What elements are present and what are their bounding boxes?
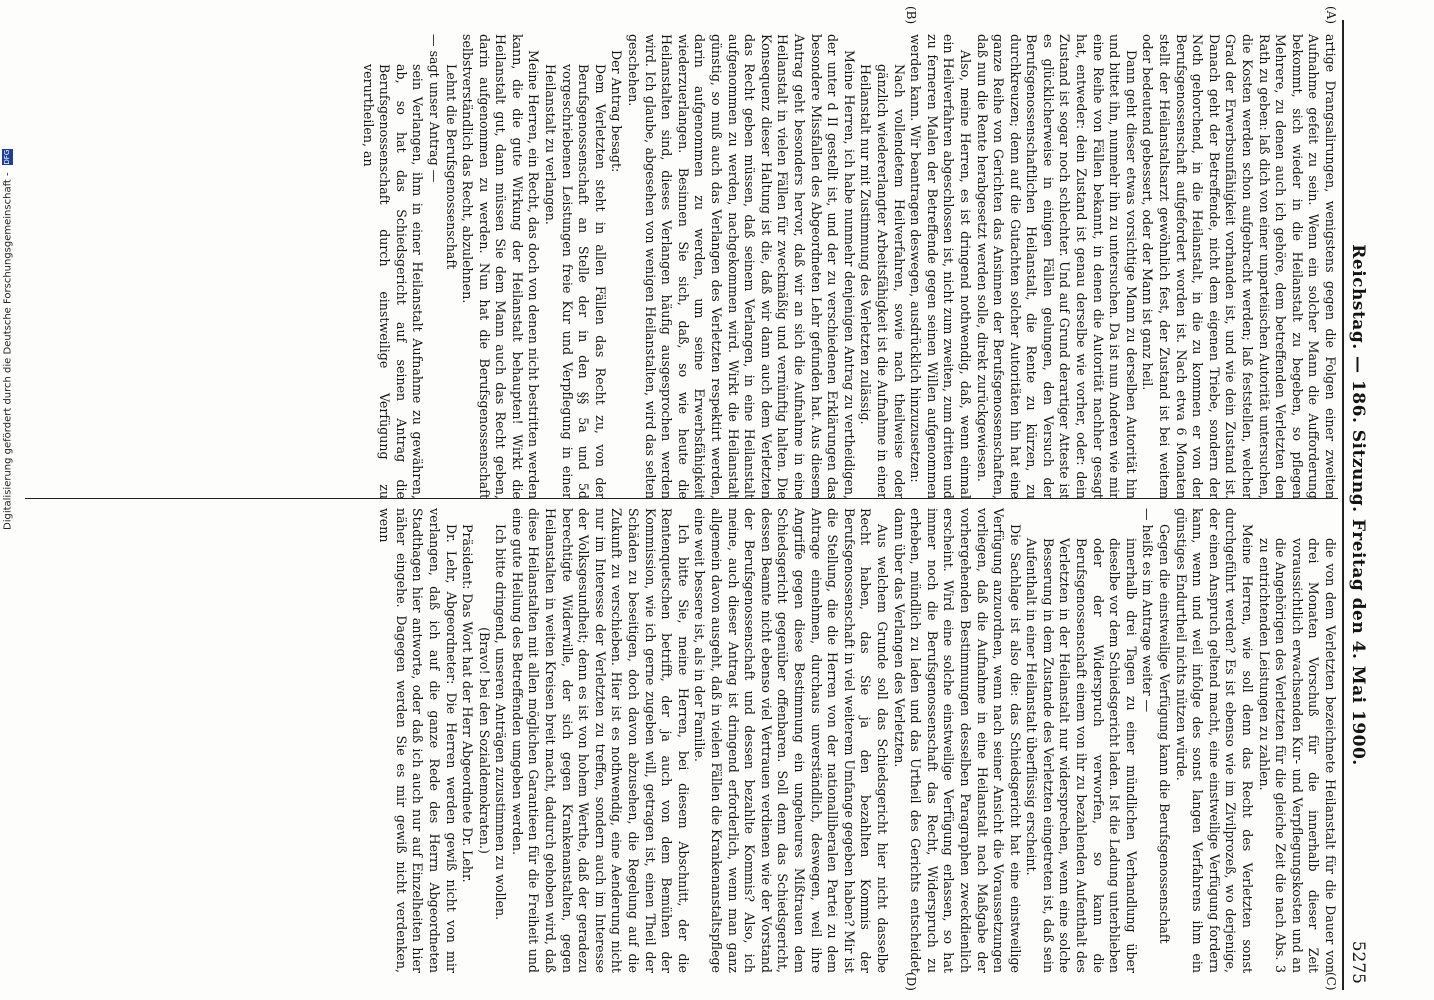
applause-note: (Bravo! bei den Sozialdemokraten.) (476, 627, 492, 854)
speaker-paragraph: Dr. Lehr, Abgeordneter: Die Herren werden gewiß nicht von mir verlangen, daß ich auf die ganze Rede des Herrn Abgeordneten Stadthagen hier antworte, oder daß ich auch nur auf Einzelheiten hier näher eingehe. Dagegen werden Sie es mir gewiß nicht verdenken, wenn (377, 508, 459, 973)
paragraph: Ich bitte dringend, unseren Anträgen zuzustimmen zu wollen. (493, 524, 509, 921)
paragraph: Der Antrag besagt: (609, 50, 625, 173)
paragraph: Meine Herren, wie soll denn das Recht des Verletzten sonst durchgeführt werden? Es ist ebenso wie im Zivilprozeß, wo derjenige, der einen Anspruch geltend macht, eine einstweilige Verfügung fordern kann, wenn und weil infolge des sonst langen Verfahrens ihm ein günstiges Endurtheil nichts nützen würde. (1173, 508, 1256, 973)
right-column (25, 508, 1338, 973)
paragraph: Aus welchem Grunde soll das Schiedsgericht hier nicht dasselbe Recht haben, das Sie ja den bezahlten Kommis der Berufsgenossenschaft in viel weiterem Umfange gegeben haben? Mir ist die Stellung, die die Herren von der nationalliberalen Partei zu dem Antrage einnehmen, durchaus unverständlich, deswegen, weil ihre Angriffe gegen diese Bestimmung ein ungeheures Mißtrauen dem Schiedsgericht gegenüber offenbaren. Soll denn das Schiedsgericht, dessen Beamte nicht ebenso viel Vertrauen verdienen wie der Vorstand der Berufsgenossenschaft und dessen bezahlte Kommis? Also, ich meine, auch dieser Antrag ist dringend erforderlich, wenn man ganz allgemein davon ausgeht, daß in vielen Fällen die Krankenanstaltspflege eine weit bessere ist, als in der Familie. (692, 508, 890, 973)
page-title: Reichstag. — 186. Sitzung. Freitag den 4. Mai 1900. (1348, 244, 1368, 766)
columns (25, 6, 1338, 991)
quoted-motion: innerhalb drei Tagen zu einer mündlichen Verhandlung über dieselbe vor dem Schiedsgericht laden. Ist die Ladung unterblieben oder der Widerspruch verworfen, so kann die Berufsgenossenschaft einem von ihr zu bezahlenden Aufenthalt des Verletzten in der Heilanstalt nur widersprechen, wenn eine solche Besserung in dem Zustande des Verletzten eingetreten ist, daß sein Aufenthalt in einer Heilanstalt überflüssig erscheint. (1024, 538, 1139, 973)
paragraph: Meine Herren, ein Recht, das doch von denen nicht bestritten werden kann, die die gute Wirkung der Heilanstalt behaupten! Wirkt die Heilanstalt gut, dann müssen Sie dem Mann auch das Recht geben, darin aufgenommen zu werden. Nun hat die Berufsgenossenschaft selbstverständlich das Recht, abzulehnen. (460, 34, 542, 499)
footer-credit (2, 70, 14, 530)
president-line: Präsident: Das Wort hat der Herr Abgeordnete Dr. Lehr. (460, 524, 476, 883)
paragraph: Ich bitte Sie, meine Herren, bei diesem Abschnitt, der die Rentenquetschen betrifft, der ja auch von dem Bemühen der Kommission, wie ich gerne zugeben will, getragen ist, einen Theil der Schäden zu beseitigen, doch davon abzusehen, die Regelung auf die Zukunft zu verschieben. Hier ist es nothwendig, eine Aenderung nicht nur im Interesse der Verletzten zu treffen, sondern auch im Interesse der Volksgesundheit; denn es ist von hohem Werthe, daß der geradezu berechtigte Widerwille, der sich gegen Krankenanstalten, gegen Heilanstalten in weiten Kreisen breit macht, dadurch gehoben wird, daß diese Heilanstalten mit allen möglichen Garantieen für die Freiheit und eine gute Heilung des Betreffenden umgeben werden. (509, 508, 691, 973)
paragraph: Meine Herren, ich habe nunmehr denjenigen Antrag zu vertheidigen, der unter d II gestellt ist, und der zu verschiedenen Erklärungen das besondere Missfallen des Abgeordneten Lehr gefunden hat. Aus diesem Antrag geht besonders hervor, daß wir an sich die Aufnahme in eine Heilanstalt in vielen Fällen für zweckmäßig und vernünftig halten. Die Konsequenz dieser Haltung ist die, daß wir dann auch dem Verletzten das Recht geben müssen, daß seinem Verlangen, in eine Heilanstalt aufgenommen zu werden, nachgekommen wird. Wirkt die Heilanstalt günstig, so muß auch das Verlangen des Verletzten respektirt werden, darin aufgenommen zu werden, um seine Erwerbsfähigkeit wiederzuerlangen. Besinnen Sie sich, daß, so wie heute die Heilanstalten sind, dieses Verlangen häufig ausgesprochen werden wird. Ich glaube, abgesehen von wenigen Heilanstalten, wird das selten geschehen. (626, 34, 857, 499)
paragraph: artige Drangsalirungen, wenigstens gegen die Folgen einer zweiten Aufnahme gefeit zu sein. Wenn ein solcher Mann die Aufforderung bekommt, sich wieder in die Heilanstalt zu begeben, so pflegen Mehrere, zu denen auch ich gehöre, dem betreffenden Verletzten den Rath zu geben: laß dich von einer unparteiischen Autorität untersuchen, die Kosten werden schon aufgebracht werden; laß feststellen, welcher Grad der Erwerbsunfähigkeit vorhanden ist, und wie dein Zustand ist. Danach geht der Betreffende, nicht dem eigenen Triebe, sondern der Noth gehorchend, in die Heilanstalt, in die zu kommen er von der Berufsgenossenschaft aufgefordert worden ist. Nach etwa 6 Monaten stellt der Heilanstaltsarzt gewöhnlich fest, der Zustand ist bei weitem oder bedeutend gebessert, oder der Mann ist ganz heil. (1140, 34, 1338, 499)
interjection: — heißt es im Antrage weiter — (1140, 508, 1156, 713)
rotated-page (25, 6, 1370, 991)
quoted-motion: Lehnt die Berufsgenossenschaft (443, 64, 459, 270)
funding-credit: Digitalisierung gefördert durch die Deutsche Forschungsgemeinschaft - (2, 172, 14, 530)
margin-marker-b: (B) (904, 6, 918, 25)
page-number: 5275 (1348, 940, 1368, 984)
paragraph: Also, meine Herren, es ist dringend nothwendig, daß, wenn einmal ein Heilverfahren abgeschlossen ist, nicht zum zweiten, zum dritten und zu ferneren Malen der Betreffende gegen seinen Willen aufgenommen werden kann. Wir beantragen deswegen, ausdrücklich hinzuzusetzen: (908, 34, 973, 499)
margin-marker-c: (C) (1324, 972, 1338, 991)
margin-marker-d: (D) (904, 972, 918, 991)
page-header (1342, 20, 1370, 990)
left-column (25, 34, 1338, 499)
interjection: — sagt unser Antrag — (426, 34, 442, 183)
margin-marker-a: (A) (1324, 6, 1338, 25)
column-divider (25, 498, 1338, 499)
paragraph: Gegen die einstweilige Verfügung kann die Berufsgenossenschaft (1157, 524, 1173, 944)
paragraph: Die Sachlage ist also die: das Schiedsgericht hat eine einstweilige Verfügung anzuordnen, wenn nach seiner Ansicht die Voraussetzungen vorliegen, daß die Aufnahme in eine Heilanstalt nach Maßgabe der vorhergehenden Bestimmungen desselben Paragraphen zweckdienlich erscheint. Wird eine solche einstweilige Verfügung erlassen, so hat immer noch die Berufsgenossenschaft das Recht, Widerspruch zu erheben, mündlich zu laden und das Urtheil des Gerichts entscheidet dann über das Verlangen des Verletzten. (891, 508, 1023, 973)
quoted-motion: die von dem Verletzten bezeichnete Heilanstalt für die Dauer von drei Monaten Vorschuß für die innerhalb dieser Zeit voraussichtlich erwachsenden Kur- und Verpflegungskosten und an die Angehörigen des Verletzten für die gleiche Zeit die nach Abs. 3 zu entrichtenden Leistungen zu zahlen. (1256, 538, 1338, 973)
dfg-logo: DFG (3, 149, 11, 165)
paragraph: Dann geht dieser etwas vorsichtige Mann zu derselben Autorität hin und bittet ihn, nunmehr ihn zu untersuchen. Da ist nun Anderen wie mir eine Reihe von Fällen bekannt, in denen die Autorität nachher gesagt hat, entweder: dein Zustand ist genau derselbe wie vorher, oder: dein Zustand ist sogar noch schlechter. Und auf Grund derartiger Atteste ist es glücklicherweise in einigen Fällen gelungen, den Versuch der Berufsgenossenschaftlichen Heilanstalt, die Rente zu kürzen, zu durchkreuzen; denn auf die Gutachten solcher Autoritäten hin hat eine ganze Reihe von Gerichten das Ansinnen der Berufsgenossenschaften, daß nun die Rente herabgesetzt werden solle, direkt zurückgewiesen. (974, 34, 1139, 499)
quoted-motion: Dem Verletzten steht in allen Fällen das Recht zu, von der Berufsgenossenschaft an Stelle der in den §§ 5a und 5d vorgeschriebenen Leistungen freie Kur und Verpflegung in einer Heilanstalt zu verlangen. (543, 64, 608, 499)
quoted-motion: Nach vollendetem Heilverfahren, sowie nach theilweise oder gänzlich wiedererlangter Arbeitsfähigkeit ist die Aufnahme in einer Heilanstalt nur mit Zustimmung des Verletzten zulässig. (858, 64, 907, 499)
quoted-motion: sein Verlangen, ihm in einer Heilanstalt Aufnahme zu gewähren, ab, so hat das Schiedsgericht auf seinen Antrag die Berufsgenossenschaft durch einstweilige Verfügung zu verurtheilen, an (360, 64, 426, 499)
